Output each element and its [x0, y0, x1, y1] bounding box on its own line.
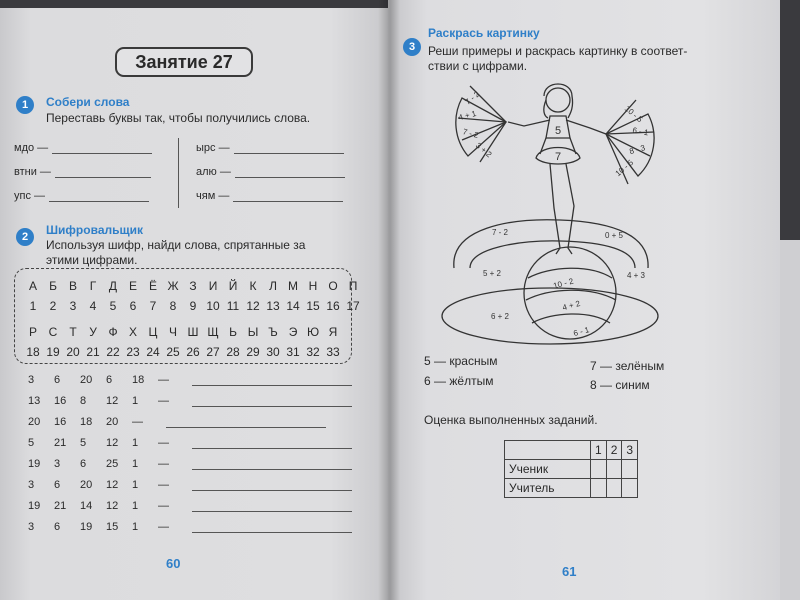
code-number: 14: [80, 500, 93, 512]
cipher-digits-row-2: [23, 345, 343, 359]
code-number: 6: [54, 479, 61, 491]
girl-head[interactable]: [546, 88, 570, 112]
column-divider: [178, 138, 179, 208]
cipher-digit: 10: [206, 299, 220, 313]
cipher-digit: 4: [89, 299, 97, 313]
word-scrambled: мдо: [14, 142, 35, 154]
ball[interactable]: [524, 247, 616, 339]
task-1-number-badge: 1: [16, 96, 34, 114]
code-row: [28, 521, 352, 533]
legend-item: [424, 374, 493, 388]
book-gutter: [378, 0, 400, 600]
answer-line[interactable]: [192, 511, 352, 512]
cipher-letter: К: [249, 279, 257, 293]
answer-line[interactable]: [233, 201, 343, 202]
legend-color-name: синим: [615, 378, 650, 392]
legend-number: 7: [590, 359, 597, 373]
legend-color-name: красным: [449, 354, 498, 368]
code-number: —: [158, 437, 169, 449]
cipher-letter: С: [48, 325, 58, 339]
cipher-letter: Щ: [207, 325, 219, 339]
code-number: —: [158, 395, 169, 407]
cipher-digit: 33: [326, 345, 340, 359]
word-scrambled: втни: [14, 166, 37, 178]
code-number: 19: [28, 458, 41, 470]
cipher-letter: Ю: [306, 325, 320, 339]
label-fan-right-4: 10 - 5: [613, 158, 636, 179]
cipher-digit: 31: [286, 345, 300, 359]
answer-line[interactable]: [55, 177, 151, 178]
cipher-digit: 16: [326, 299, 340, 313]
legend-item: [590, 378, 650, 392]
answer-line[interactable]: [192, 469, 352, 470]
cipher-digit: 30: [266, 345, 280, 359]
cipher-letter: Х: [128, 325, 137, 339]
code-row: [28, 416, 326, 428]
cipher-letter: З: [189, 279, 197, 293]
code-number: 12: [106, 479, 119, 491]
cipher-letter: Й: [228, 279, 238, 293]
dash: —: [39, 166, 51, 178]
label-ball-c: 6 - 1: [572, 325, 591, 339]
arena-ring-inner[interactable]: [470, 241, 635, 268]
cipher-letter: У: [89, 325, 97, 339]
dash: —: [600, 359, 613, 373]
cipher-letter: Э: [288, 325, 298, 339]
word-item: [14, 166, 151, 178]
cipher-letter: Ш: [187, 325, 199, 339]
code-row: [28, 437, 352, 449]
code-number: 6: [54, 374, 61, 386]
cipher-digit: 29: [246, 345, 260, 359]
cipher-letter: Ъ: [268, 325, 278, 339]
cipher-letter: Г: [89, 279, 97, 293]
answer-line[interactable]: [192, 406, 352, 407]
code-number: 3: [28, 521, 35, 533]
code-number: 1: [132, 479, 139, 491]
code-number: 20: [106, 416, 119, 428]
cipher-digit: 19: [46, 345, 60, 359]
cipher-letter: Ф: [108, 325, 118, 339]
dash: —: [219, 166, 231, 178]
answer-line[interactable]: [192, 532, 352, 533]
cipher-digit: 2: [49, 299, 57, 313]
word-item: [196, 190, 343, 202]
cipher-letter: Т: [69, 325, 77, 339]
cipher-digit: 5: [109, 299, 117, 313]
table-row: [505, 460, 638, 479]
code-number: 15: [106, 521, 119, 533]
cipher-letter: П: [348, 279, 358, 293]
answer-line[interactable]: [234, 153, 344, 154]
legend-item: [590, 359, 664, 373]
grade-cell[interactable]: [622, 460, 638, 479]
word-scrambled: упс: [14, 190, 31, 202]
code-number: 5: [28, 437, 35, 449]
dash: —: [218, 142, 230, 154]
code-number: —: [158, 500, 169, 512]
answer-line[interactable]: [192, 448, 352, 449]
code-number: 16: [54, 416, 67, 428]
cipher-digit: 20: [66, 345, 80, 359]
legend-number: 5: [424, 354, 431, 368]
code-number: 1: [132, 500, 139, 512]
cipher-digit: 27: [206, 345, 220, 359]
cipher-letters-row-1: [23, 279, 363, 293]
code-number: 16: [54, 395, 67, 407]
code-number: 12: [106, 437, 119, 449]
code-number: 21: [54, 500, 67, 512]
code-number: 18: [80, 416, 93, 428]
task-3-instruction-line-1: Реши примеры и раскрась картинку в соответ-: [428, 44, 688, 58]
cipher-digit: 24: [146, 345, 160, 359]
code-number: 5: [80, 437, 87, 449]
cipher-letter: В: [68, 279, 77, 293]
code-number: 18: [132, 374, 145, 386]
code-number: 1: [132, 437, 139, 449]
cipher-letter: Б: [49, 279, 57, 293]
code-number: 6: [54, 521, 61, 533]
girl-hair: [544, 84, 573, 118]
code-number: 25: [106, 458, 119, 470]
code-number: 1: [132, 395, 139, 407]
word-item: [14, 142, 152, 154]
word-scrambled: ырс: [196, 142, 216, 154]
label-ball-b: 4 + 2: [561, 298, 582, 313]
evaluation-table: [504, 440, 638, 498]
cipher-digit: 13: [266, 299, 280, 313]
legend-item: [424, 354, 497, 368]
cipher-letter: Е: [128, 279, 137, 293]
arena-ring-outer[interactable]: [454, 220, 648, 268]
label-fan-left-2: 4 + 1: [457, 108, 478, 123]
code-number: 19: [28, 500, 41, 512]
label-body: 5: [554, 125, 562, 137]
cipher-digit: 25: [166, 345, 180, 359]
cipher-digit: 18: [26, 345, 40, 359]
grade-cell[interactable]: [591, 479, 607, 498]
grade-cell[interactable]: [606, 460, 622, 479]
answer-line[interactable]: [192, 490, 352, 491]
cipher-letter: Ч: [169, 325, 177, 339]
dash: —: [34, 190, 46, 202]
column-header: 1: [591, 441, 607, 460]
row-label-teacher: Учитель: [505, 479, 591, 498]
grade-cell[interactable]: [622, 479, 638, 498]
word-scrambled: чям: [196, 190, 216, 202]
cipher-letter: Ц: [148, 325, 158, 339]
code-number: —: [158, 521, 169, 533]
code-number: 6: [106, 374, 113, 386]
cipher-digit: 26: [186, 345, 200, 359]
grade-cell[interactable]: [591, 460, 607, 479]
code-number: —: [132, 416, 143, 428]
ball-stripe: [532, 314, 610, 323]
dash: —: [434, 374, 447, 388]
code-row: [28, 458, 352, 470]
label-ring-a: 7 - 2: [491, 228, 509, 237]
code-number: 3: [28, 479, 35, 491]
cipher-letter: Ё: [148, 279, 157, 293]
task-2-number-badge: 2: [16, 228, 34, 246]
cipher-letter: Л: [269, 279, 277, 293]
code-number: 12: [106, 500, 119, 512]
girl-arm-right: [566, 120, 606, 134]
cipher-digit: 1: [29, 299, 37, 313]
cipher-digit: 11: [226, 299, 240, 313]
table-row: [505, 479, 638, 498]
code-number: 21: [54, 437, 67, 449]
code-number: 3: [28, 374, 35, 386]
grade-cell[interactable]: [606, 479, 622, 498]
cipher-table: [14, 268, 360, 364]
cipher-letter: Ж: [167, 279, 179, 293]
cipher-digit: 28: [226, 345, 240, 359]
cipher-digits-row-1: [23, 299, 363, 313]
cipher-letters-row-2: [23, 325, 343, 339]
code-number: —: [158, 374, 169, 386]
code-number: —: [158, 479, 169, 491]
label-ring-d: 4 + 3: [626, 271, 646, 280]
dash: —: [218, 190, 230, 202]
cipher-letter: Р: [28, 325, 37, 339]
task-1-title: Собери слова: [46, 95, 130, 109]
code-row: [28, 395, 352, 407]
cipher-digit: 8: [169, 299, 177, 313]
cipher-letter: Я: [328, 325, 338, 339]
dash: —: [600, 378, 613, 392]
cipher-digit: 12: [246, 299, 260, 313]
cipher-digit: 22: [106, 345, 120, 359]
legend-color-name: жёлтым: [449, 374, 494, 388]
column-header: 3: [622, 441, 638, 460]
task-2-instruction-line-1: Используя шифр, найди слова, спрятанные за: [46, 238, 306, 252]
column-header: 2: [606, 441, 622, 460]
legend-color-name: зелёным: [615, 359, 665, 373]
cipher-digit: 14: [286, 299, 300, 313]
task-3-instruction-line-2: ствии с цифрами.: [428, 59, 528, 73]
label-fan-right-1: 10 - 5: [622, 104, 645, 125]
answer-line[interactable]: [52, 153, 152, 154]
word-item: [14, 190, 149, 202]
cipher-digit: 23: [126, 345, 140, 359]
cipher-letter: А: [28, 279, 37, 293]
label-ring-e: 6 + 2: [490, 312, 510, 321]
table-row: [505, 441, 638, 460]
label-skirt: 7: [554, 151, 562, 163]
dash: —: [37, 142, 49, 154]
cipher-digit: 3: [69, 299, 77, 313]
task-1-instruction: Переставь буквы так, чтобы получились слова.: [46, 111, 311, 125]
cipher-digit: 17: [346, 299, 360, 313]
label-fan-left-4: 3 + 2: [473, 140, 494, 160]
code-number: 1: [132, 521, 139, 533]
code-number: 19: [80, 521, 93, 533]
answer-line[interactable]: [166, 427, 326, 428]
code-row: [28, 500, 352, 512]
cipher-digit: 15: [306, 299, 320, 313]
code-number: 3: [54, 458, 61, 470]
code-number: 20: [28, 416, 41, 428]
label-fan-left-1: 7 - 2: [463, 89, 482, 107]
page-number-left: 60: [166, 556, 181, 571]
answer-line[interactable]: [192, 385, 352, 386]
code-number: 20: [80, 374, 93, 386]
code-number: 1: [132, 458, 139, 470]
task-2-title: Шифровальщик: [46, 223, 143, 237]
word-item: [196, 142, 344, 154]
dash: —: [434, 354, 447, 368]
code-row: [28, 479, 352, 491]
code-number: 13: [28, 395, 41, 407]
table-cell-empty: [505, 441, 591, 460]
coloring-picture[interactable]: [440, 78, 670, 348]
cipher-letter: И: [208, 279, 218, 293]
girl-leg-right: [566, 164, 574, 254]
legend-number: 8: [590, 378, 597, 392]
page-number-right: 61: [562, 564, 577, 579]
cipher-letter: Д: [108, 279, 118, 293]
cipher-letter: Ы: [247, 325, 259, 339]
word-item: [196, 166, 345, 178]
answer-line[interactable]: [235, 177, 345, 178]
cipher-digit: 21: [86, 345, 100, 359]
task-3-title: Раскрась картинку: [428, 26, 540, 40]
cipher-digit: 32: [306, 345, 320, 359]
cipher-letter: М: [288, 279, 298, 293]
evaluation-title: Оценка выполненных заданий.: [424, 413, 598, 427]
cipher-digit: 9: [189, 299, 197, 313]
label-ring-b: 0 + 5: [604, 231, 624, 240]
lesson-title: Занятие 27: [115, 47, 253, 77]
legend-number: 6: [424, 374, 431, 388]
task-2-instruction-line-2: этими цифрами.: [46, 253, 138, 267]
label-fan-left-3: 7 - 2: [461, 127, 480, 141]
cipher-letter: Ь: [229, 325, 237, 339]
label-fan-right-2: 6 - 1: [631, 125, 650, 138]
code-number: 8: [80, 395, 87, 407]
girl-arm-left: [508, 120, 550, 126]
cipher-letter: Н: [308, 279, 318, 293]
task-3-number-badge: 3: [403, 38, 421, 56]
cipher-digit: 7: [149, 299, 157, 313]
code-number: 20: [80, 479, 93, 491]
code-row: [28, 374, 352, 386]
word-scrambled: алю: [196, 166, 217, 178]
code-number: —: [158, 458, 169, 470]
label-fan-right-3: 8 - 3: [628, 143, 647, 157]
label-ball-a: 10 - 2: [552, 276, 575, 291]
code-number: 12: [106, 395, 119, 407]
answer-line[interactable]: [49, 201, 149, 202]
label-ring-c: 5 + 2: [482, 269, 502, 278]
cipher-letter: О: [328, 279, 338, 293]
row-label-student: Ученик: [505, 460, 591, 479]
code-number: 6: [80, 458, 87, 470]
cipher-digit: 6: [129, 299, 137, 313]
